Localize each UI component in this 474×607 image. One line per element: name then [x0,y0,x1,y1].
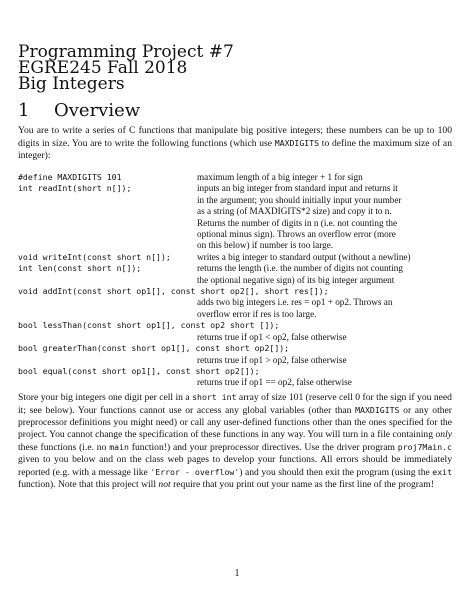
store-code-main: main [109,442,129,452]
lessthan-desc-line: returns true if op1 < op2, false otherwise [197,331,347,342]
readint-desc-line: optional minus sign). Throws an overflow error (more [197,229,396,240]
page-number: 1 [234,568,240,579]
intro-text-1: You are to write a series of C functions that manipulate big positive integers; these numbers can be up to 100 digits in size. You are to write the following functions (which use [18,125,452,149]
store-code-short-int: short int [192,392,237,402]
store-emphasis-not: not [158,479,171,490]
spec-row-greaterthan [18,343,458,366]
intro-code-maxdigits: MAXDIGITS [274,138,320,148]
store-text: given to you below and on the class web pages to develop your functions. All errors should be immediately reported (e.g. with a message like [18,454,452,478]
store-text: function). Note that this project will [18,479,159,490]
readint-desc-line: in the argument; you should initially input your number [197,194,402,205]
store-emphasis-only: only [435,429,452,440]
lessthan-signature: bool lessThan(const short op1[], const op2 short []); [18,320,280,331]
equal-signature: bool equal(const short op1[], const short op2[]); [18,365,260,376]
store-code-maxdigits: MAXDIGITS [355,405,400,415]
spec-row-len [18,263,458,286]
store-code-driver-file: proj7Main.c [397,442,452,452]
define-description [197,172,441,183]
addint-signature: void addInt(const short op1[], const short op2[], short res[]); [18,286,329,297]
equal-description [18,377,441,388]
store-text: ) and you should then exit the program (using the [239,467,433,478]
store-text: require that you print out your name as the first line of the program! [170,479,434,490]
define-desc-line: maximum length of a big integer + 1 for sign [197,172,363,182]
greaterthan-desc-line: returns true if op1 > op2, false otherwise [197,354,347,365]
store-text: function!) and your preprocessor directives. Use the driver program [128,442,398,453]
storage-rules-paragraph [18,391,452,491]
intro-paragraph [18,125,452,162]
addint-desc-line: overflow error if res is too large. [197,308,317,319]
document-title [18,44,234,92]
title-line-term: EGRE245 Fall 2018 [18,58,188,78]
addint-desc-line: adds two big integers i.e. res = op1 + op2. Throws an [197,297,393,308]
readint-desc-line: as a string (of MAXDIGITS*2 size) and copy it to n. [197,206,392,217]
store-text: array of size 101 (reserve cell 0 for the sign if you need it; see below). Your functions cannot use or access any global variables (other than [18,392,452,416]
readint-description [197,183,441,251]
spec-row-writeint [18,252,458,263]
equal-desc-line: returns true if op1 == op2, false otherwise [197,377,352,388]
define-signature: #define MAXDIGITS 101 [18,172,122,182]
section-title: Overview [54,100,141,121]
store-code-error-message: 'Error - overflow' [150,467,240,477]
store-code-exit: exit [432,467,453,477]
section-number: 1 [18,100,30,121]
store-text: or any other preprocessor definitions you might need) or call any user-defined functions other than the ones specified for the project. You cannot change the specification of these functions in any way. You will turn in a file containing [18,405,452,440]
intro-text-2: to define the maximum size of an integer): [18,138,452,161]
title-line-topic: Big Integers [18,74,125,94]
spec-row-define [18,172,458,183]
lessthan-description [18,332,441,343]
spec-row-lessthan [18,320,458,343]
greaterthan-description [18,355,441,366]
readint-desc-line: on this below) if number is too large. [197,240,334,251]
addint-description [18,297,441,320]
spec-row-equal [18,366,458,389]
store-text: Store your big integers one digit per cell in a [18,392,193,403]
len-signature: int len(const short n[]); [18,263,142,274]
len-description [197,263,441,286]
readint-desc-line: Returns the number of digits in n (i.e. not counting the [197,217,398,228]
len-desc-line: the optional negative sign) of its big integer argument [197,274,395,285]
writeint-signature: void writeInt(const short n[]); [18,251,171,262]
len-desc-line: returns the length (i.e. the number of digits not counting [197,263,403,274]
store-text: these functions (i.e. no [18,442,110,453]
spec-row-addint [18,286,458,320]
section-heading-overview [18,101,140,121]
function-spec-table [18,172,458,389]
greaterthan-signature: bool greaterThan(const short op1[], const short op2[]); [18,343,290,354]
title-line-course-project: Programming Project #7 [18,42,234,62]
writeint-desc-line: writes a big integer to standard output (without a newline) [197,251,411,262]
readint-signature: int readInt(short n[]); [18,183,132,194]
spec-row-readint [18,183,458,251]
readint-desc-line: inputs an big integer from standard input and returns it [197,183,398,194]
writeint-description [197,252,441,263]
